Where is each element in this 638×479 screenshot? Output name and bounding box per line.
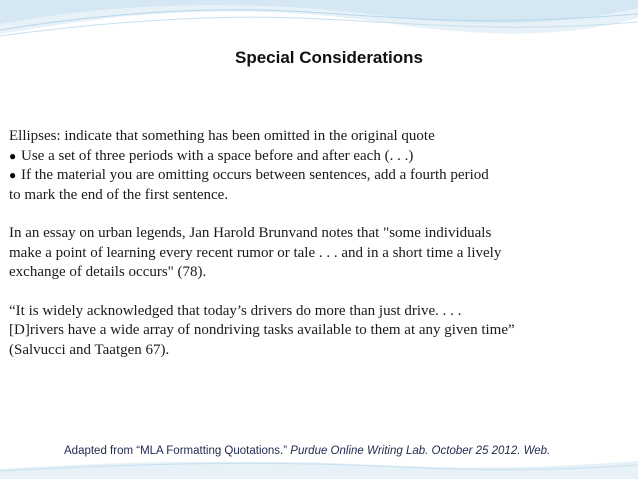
example-paragraph-2 xyxy=(9,302,609,361)
example-line: make a point of learning every recent rumor or tale . . . and in a short time a lively xyxy=(9,244,502,261)
ellipses-definition: : indicate that something has been omitted in the original quote xyxy=(56,128,435,144)
ellipses-definition-line xyxy=(9,127,609,147)
example-line: (Salvucci and Taatgen 67). xyxy=(9,341,170,358)
example-line: In an essay on urban legends, Jan Harold Brunvand notes that "some individuals xyxy=(9,225,492,241)
citation-prefix: Adapted from “MLA Formatting Quotations.” xyxy=(64,445,288,457)
bullet-item xyxy=(9,166,609,186)
bullet-icon: ● xyxy=(9,168,17,182)
example-line: exchange of details occurs" (78). xyxy=(9,264,207,280)
source-citation xyxy=(64,445,624,457)
citation-source: Purdue Online Writing Lab. October 25 2012. Web. xyxy=(290,445,551,457)
bottom-wave-decoration xyxy=(0,457,638,479)
bullet-icon: ● xyxy=(9,148,17,163)
bullet-text: Use a set of three periods with a space before and after each (. . .) xyxy=(21,147,414,164)
top-wave-decoration xyxy=(0,0,638,45)
bullet-item xyxy=(9,147,609,167)
example-paragraph-1 xyxy=(9,224,609,283)
slide-title: Special Considerations xyxy=(235,48,423,67)
example-line: [D]rivers have a wide array of nondriving tasks available to them at any given time” xyxy=(9,322,515,338)
bullet-continuation: to mark the end of the first sentence. xyxy=(9,186,229,203)
slide-body xyxy=(9,127,609,360)
bullet-text: If the material you are omitting occurs between sentences, add a fourth period xyxy=(21,167,489,183)
example-line: “It is widely acknowledged that today’s drivers do more than just drive. . . . xyxy=(9,302,462,319)
ellipses-term: Ellipses xyxy=(9,128,57,144)
